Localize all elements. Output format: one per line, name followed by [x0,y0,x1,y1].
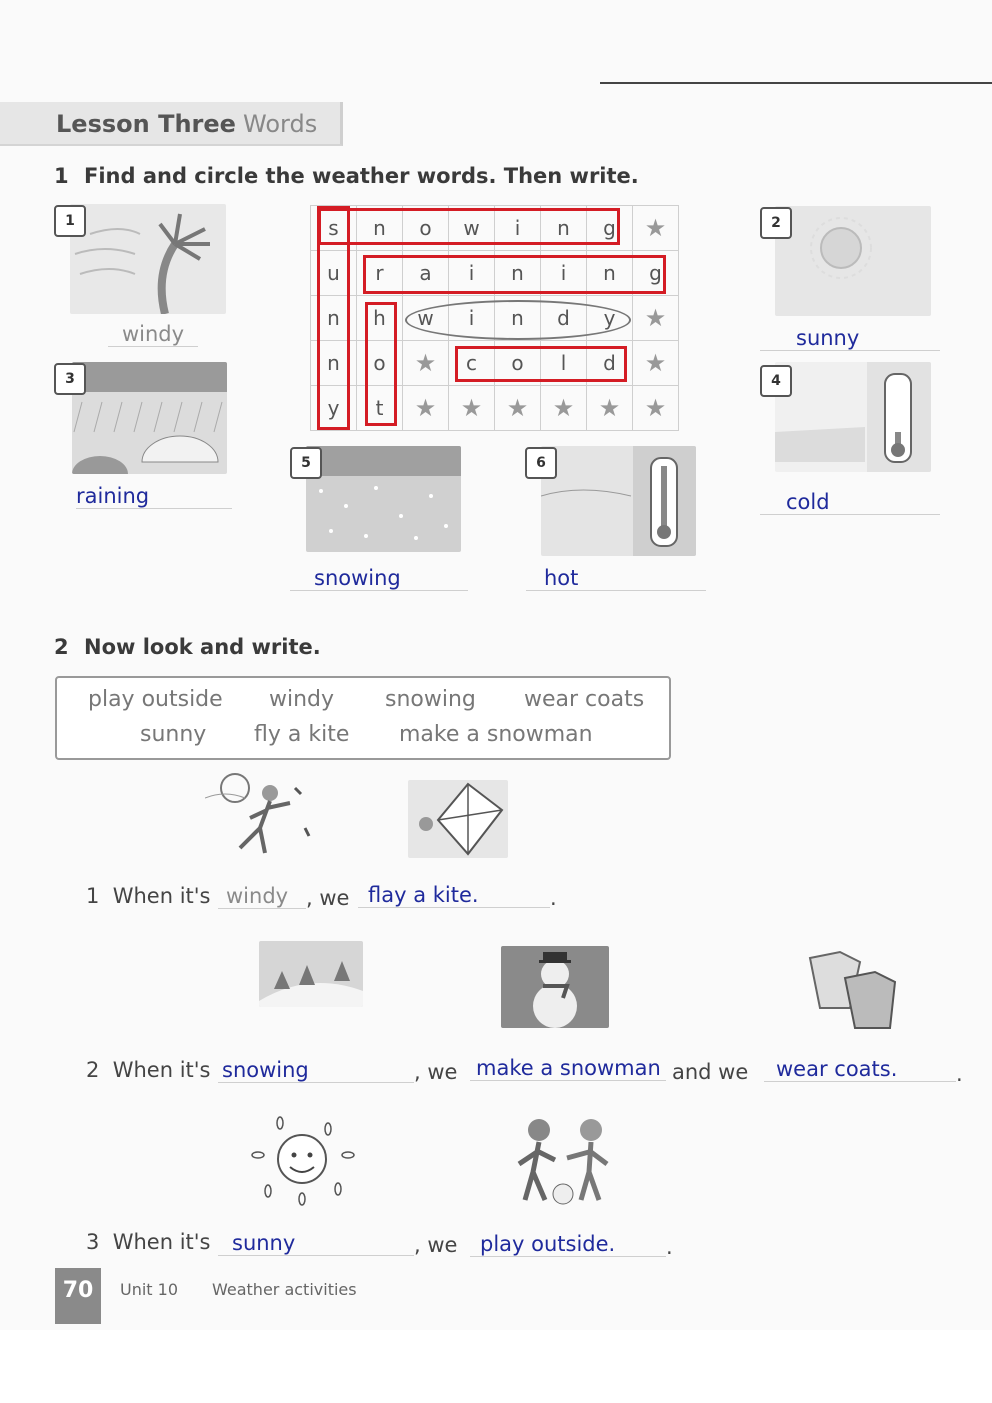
star-icon: ★ [403,386,449,431]
sentence-3-blank-2[interactable]: play outside. [470,1232,666,1257]
sentence-2-blank-3[interactable]: wear coats. [764,1057,956,1082]
picture-1-badge: 1 [54,205,86,237]
circle-sunny [317,206,350,430]
kite-icon [408,780,508,858]
snowman-icon [501,946,609,1028]
sentence-3-prefix: When it's [112,1230,211,1254]
grid-cell: h [357,296,403,341]
grid-cell: g [587,206,633,251]
picture-5-badge: 5 [290,447,322,479]
sentence-2-number: 2 [86,1058,100,1082]
grid-cell: w [403,296,449,341]
grid-cell: d [587,341,633,386]
exercise1-instruction: Find and circle the weather words. Then write. [84,164,639,188]
lesson-title: Lesson Three [56,110,236,138]
word-bank-item: make a snowman [399,722,593,747]
star-icon: ★ [633,341,679,386]
word-bank-item: windy [269,687,335,712]
word-bank-item: snowing [385,687,476,712]
grid-cell: n [541,206,587,251]
lesson-section: Words [243,110,318,138]
picture-3-badge: 3 [54,363,86,395]
top-rule [600,82,992,84]
sentence-1-blank-1[interactable]: windy [218,884,306,909]
sentence-1-blank-2[interactable]: flay a kite. [358,883,550,908]
snowy-trees-icon [259,941,363,1007]
grid-cell: g [633,251,679,296]
picture-4-badge: 4 [760,365,792,397]
word-bank [55,676,671,760]
exercise1-heading [54,164,639,188]
grid-cell: w [449,206,495,251]
sentence-1-prefix: When it's [112,884,211,908]
grid-cell: y [587,296,633,341]
sentence-2-mid2: and we [672,1060,749,1084]
star-icon: ★ [633,386,679,431]
grid-cell: n [495,296,541,341]
sentence-2-blank-2[interactable]: make a snowman [470,1056,666,1081]
exercise2-number: 2 [54,635,69,659]
circle-hot [365,302,397,426]
sentence-1-end: . [550,886,557,910]
answer-3[interactable]: raining [76,484,232,509]
sentence-2-prefix: When it's [112,1058,211,1082]
star-icon: ★ [449,386,495,431]
sentence-3-blank-1[interactable]: sunny [218,1231,414,1256]
sentence-1-mid: , we [306,886,350,910]
picture-6-badge: 6 [525,447,557,479]
word-bank-item: play outside [88,687,223,712]
grid-cell: r [357,251,403,296]
grid-cell: l [541,341,587,386]
sentence-2-blank-1[interactable]: snowing [218,1058,414,1083]
word-bank-item: fly a kite [254,722,350,747]
sentence-2 [86,1058,211,1082]
grid-cell: i [541,251,587,296]
grid-cell: i [449,296,495,341]
grid-cell: n [357,206,403,251]
grid-cell: o [403,206,449,251]
answer-5[interactable]: snowing [290,566,468,591]
sentence-2-end: . [956,1062,963,1086]
lesson-banner [0,102,343,146]
grid-cell: i [495,206,541,251]
sentence-3 [86,1230,211,1254]
grid-cell: o [357,341,403,386]
sun-icon [775,206,931,316]
answer-1[interactable]: windy [108,322,198,347]
sentence-3-number: 3 [86,1230,100,1254]
sentence-1 [86,884,211,908]
picture-2-badge: 2 [760,207,792,239]
answer-4[interactable]: cold [760,490,940,515]
circle-cold [455,346,627,382]
word-bank-item: wear coats [524,687,645,712]
grid-cell: n [587,251,633,296]
sentence-1-number: 1 [86,884,100,908]
circle-windy [405,300,631,340]
star-icon: ★ [541,386,587,431]
exercise2-instruction: Now look and write. [84,635,321,659]
grid-cell: i [449,251,495,296]
answer-2[interactable]: sunny [760,326,940,351]
cold-thermometer-icon [775,362,931,472]
exercise2-heading [54,635,321,659]
grid-cell: n [311,341,357,386]
grid-cell: s [311,206,357,251]
star-icon: ★ [495,386,541,431]
windy-tree-icon [70,204,226,314]
star-icon: ★ [633,296,679,341]
snowing-icon [306,446,461,552]
grid-cell: n [311,296,357,341]
grid-cell: c [449,341,495,386]
footer-topic: Weather activities [212,1280,357,1299]
sentence-3-mid: , we [414,1233,458,1257]
smiling-sun-icon [246,1115,360,1209]
rain-umbrella-icon [72,362,227,474]
circle-raining [363,255,666,294]
star-icon: ★ [403,341,449,386]
grid-cell: t [357,386,403,431]
star-icon: ★ [587,386,633,431]
sentence-2-mid: , we [414,1060,458,1084]
grid-cell: a [403,251,449,296]
page-number: 70 [55,1268,101,1324]
kids-playing-icon [503,1112,617,1208]
sentence-3-end: . [666,1235,673,1259]
star-icon: ★ [633,206,679,251]
hot-thermometer-icon [541,446,696,556]
word-bank-item: sunny [140,722,207,747]
circle-snowing [318,208,620,245]
grid-cell: o [495,341,541,386]
footer-unit: Unit 10 [120,1280,179,1299]
grid-cell: u [311,251,357,296]
answer-6[interactable]: hot [526,566,706,591]
grid-cell: y [311,386,357,431]
boy-in-wind-icon [205,768,325,860]
grid-cell: d [541,296,587,341]
coats-icon [800,948,900,1030]
exercise1-number: 1 [54,164,69,188]
grid-cell: n [495,251,541,296]
